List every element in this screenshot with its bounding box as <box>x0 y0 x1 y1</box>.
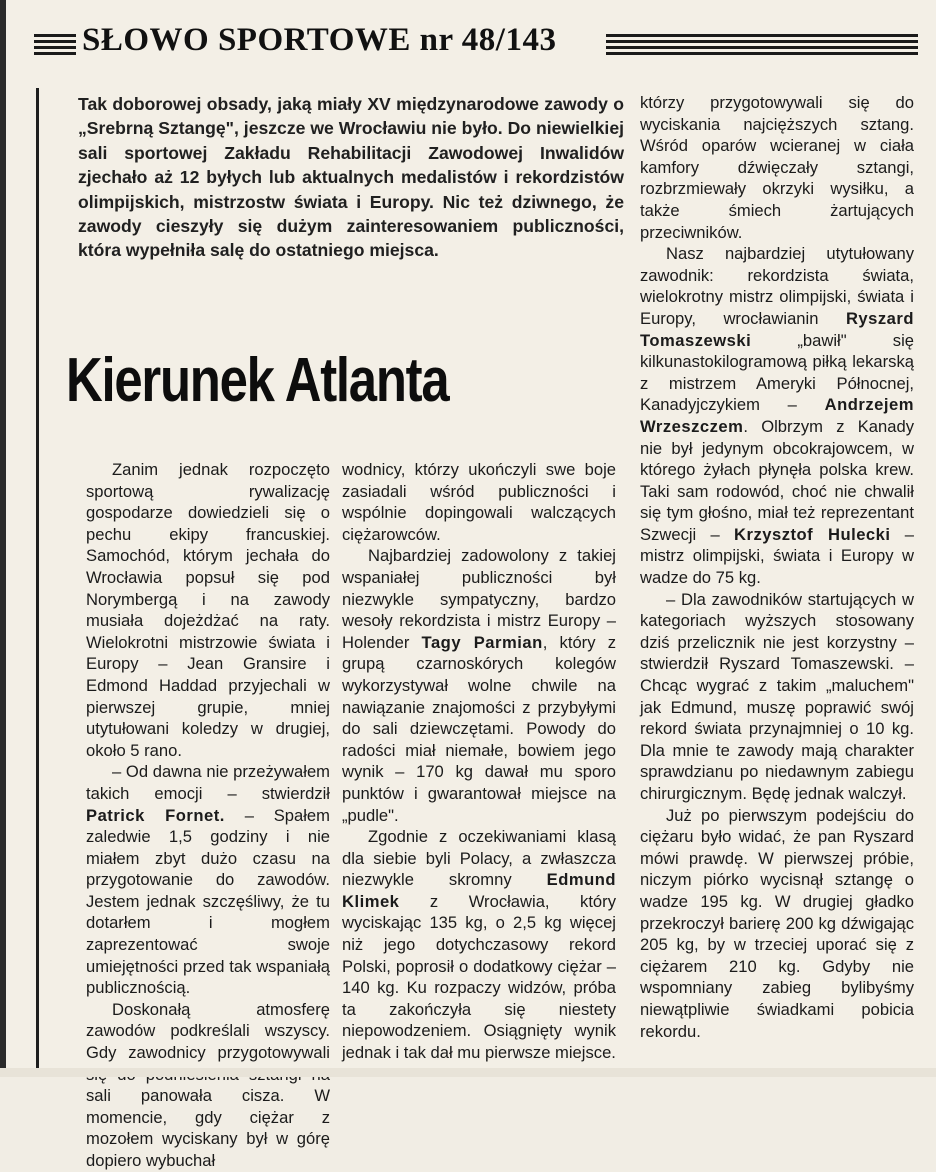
person-name: Krzysztof Hulecki <box>734 524 891 544</box>
paragraph: Nasz najbardziej utytułowany zawodnik: rekordzista świata, wielokrotny mistrz olimpijski, świata i Europy, wrocławianin Ryszard Tomaszewski „bawił" się kilkunastokilogramową piłką lekarską z mistrzem Ameryki Północnej, Kanadyjczykiem – Andrzejem Wrzeszczem. Olbrzym z Kanady nie był jedynym obcokrajowcem, w którego żyłach płynęła polska krew. Taki sam rodowód, choć nie chwalił się tym głośno, miał też reprezentant Szwecji – Krzysztof Hulecki – mistrz olimpijski, świata i Europy w wadze do 75 kg. <box>640 244 914 588</box>
paragraph: Już po pierwszym podejściu do ciężaru było widać, że pan Ryszard mówi prawdę. W pierwszej próbie, niczym piórko wycisnął sztangę o wadze 195 kg. W drugiej gładko przekroczył barierę 200 kg dźwigając 205 kg, by w trzeciej uporać się z ciężarem 210 kg. Gdyby nie wspomniany zabieg bylibyśmy niewątpliwie świadkami pobicia rekordu. <box>640 805 914 1041</box>
paragraph: Najbardziej zadowolony z takiej wspaniałej publiczności był niezwykle sympatyczny, bardzo wesoły rekordzista i mistrz Europy – Holender Tagy Parmian, który z grupą czarnoskórych kolegów wykorzystywał wolne chwile na nawiązanie znajomości z przybyłymi do sali dziewczętami. Powody do radości miał niemałe, bowiem jego wynik – 170 kg dawał mu sporo punktów i gwarantował miejsce na „pudle". <box>342 546 617 825</box>
scan-edge <box>0 0 6 1077</box>
article-headline: Kierunek Atlanta <box>66 346 449 415</box>
paragraph: Doskonałą atmosferę zawodów podkreślali wszyscy. Gdy zawodnicy przygotowywali sali panowała cisza. W momencie, gdy ciężar z mozołem wyciskany był w górę dopiero wybuchał <box>86 999 330 1170</box>
masthead-bar <box>34 20 918 68</box>
paragraph: Zgodnie z oczekiwaniami klasą dla siebie byli Polacy, a zwłaszcza niezwykle skromny Edmund Klimek z Wrocławia, który wyciskając 135 kg, o 2,5 kg więcej niż jego dotychczasowy rekord Polski, poprosił o dodatkowy ciężar – 140 kg. Ku rozpaczy widzów, próba ta zakończyła się niestety niepowodzeniem. Osiągnięty wynik jednak i tak dał mu pierwsze miejsce. <box>342 827 616 1063</box>
masthead-title: SŁOWO SPORTOWE nr 48/143 <box>82 22 557 58</box>
person-name: Edmund Klimek <box>342 870 616 911</box>
paragraph: Zanim jednak rozpoczęto sportową rywalizację gospodarze dowiedzieli się o pechu ekipy francuskiej. Samochód, którym jechała do Wrocławia popsuł się pod Norymbergą i na zawody musiała dojeżdżać na raty. Wielokrotni mistrzowie świata i Europy – Jean Gransire i Edmond Haddad przyjechali w pierwszej grupie, mniej utytułowani koledzy w drugiej, około 5 rano. <box>86 460 330 760</box>
column-rule <box>36 88 39 1068</box>
paragraph: wodnicy, którzy ukończyli swe boje zasiadali wśród publiczności i wspólnie dopingowali walczących ciężarowców. <box>342 460 616 544</box>
article-column-1 <box>86 459 330 1170</box>
paragraph: którzy przygotowywali się do wyciskania najcięższych sztang. Wśród oparów wcieranej w ciała kamfory dźwięczały sztangi, rozbrzmiewały okrzyki wysiłku, a także śmiech żartujących przeciwników. <box>640 93 914 242</box>
person-name: Ryszard Tomaszewski <box>640 308 914 350</box>
paragraph: – Dla zawodników startujących w kategoriach wyższych stosowany dziś przelicznik nie jest korzystny – stwierdził Ryszard Tomaszewski. – Chcąc wygrać z takim „maluchem" jak Edmund, muszę poprawić swój rekord świata przynajmniej o 10 kg. Dla mnie te zawody mają charakter sprawdzianu po niedawnym zabiegu chirurgicznym. Będę jednak walczył. <box>640 589 914 803</box>
article-column-2 <box>342 459 616 1064</box>
article-column-3 <box>640 92 914 1064</box>
clipping-bottom-edge <box>0 1068 936 1077</box>
person-name: Tagy Parmian <box>421 632 543 652</box>
person-name: Andrzejem Wrzeszczem <box>640 395 914 436</box>
paragraph: – Od dawna nie przeżywałem takich emocji – stwierdził Patrick Fornet. – Spałem zaledwie 1,5 godziny i nie miałem zbyt dużo czasu na przygotowanie do zawodów. Jestem jednak szczęśliwy, że tu dotarłem i mogłem zaprezentować swoje umiejętności przed tak wspaniałą publicznością. <box>86 762 330 998</box>
masthead-rule-right <box>606 34 918 56</box>
article-lead: Tak doborowej obsady, jaką miały XV międzynarodowe zawody o „Srebrną Sztangę", jeszcze we Wrocławiu nie było. Do niewielkiej sali sportowej Zakładu Rehabilitacji Zawodowej Inwalidów zjechało aż 12 byłych lub aktualnych medalistów i rekordzistów olimpijskich, mistrzostw świata i Europy. Nic też dziwnego, że zawody cieszyły się dużym zainteresowaniem publiczności, która wypełniła salę do ostatniego miejsca. <box>78 94 624 261</box>
person-name: Patrick Fornet. <box>86 805 225 825</box>
masthead-rule-left <box>34 34 76 56</box>
